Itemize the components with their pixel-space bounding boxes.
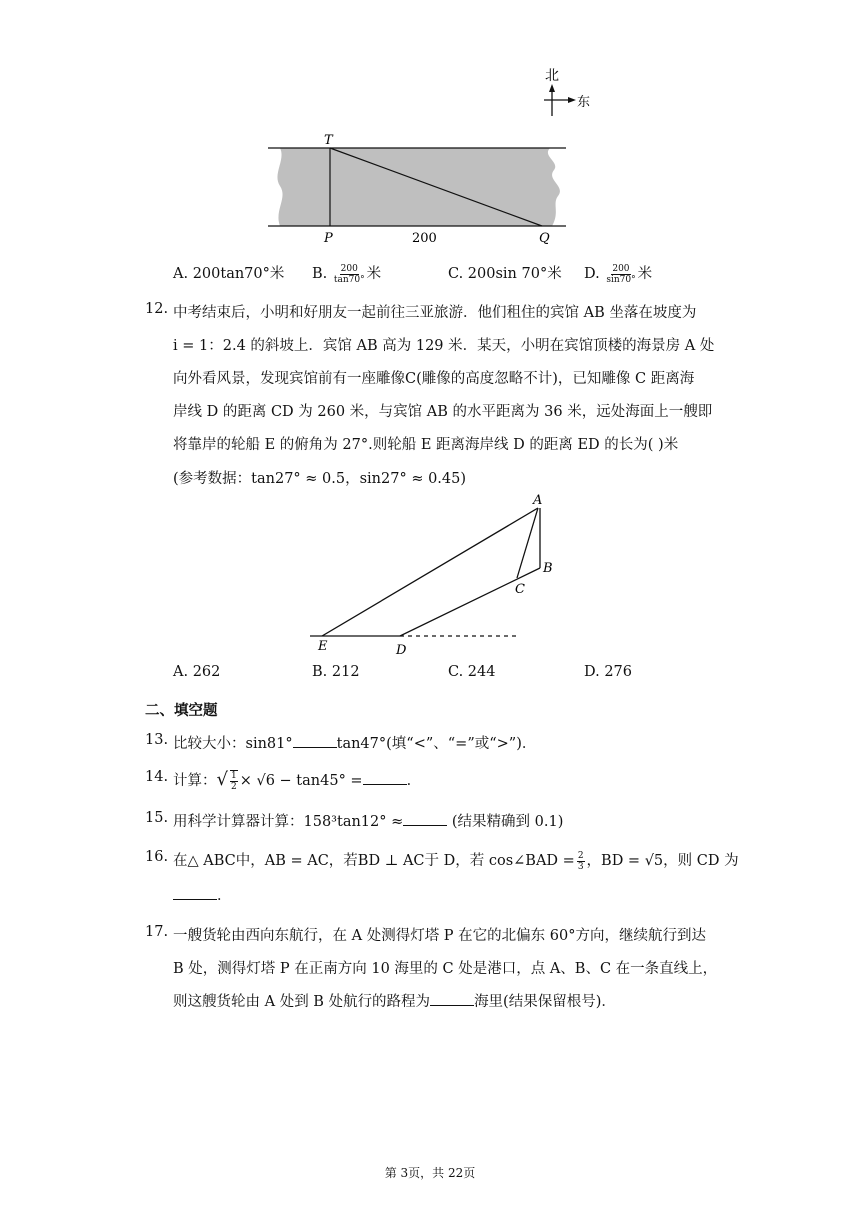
compass-icon	[544, 68, 590, 116]
north-label: 北	[545, 68, 559, 84]
q17-line-3: 则这艘货轮由 A 处到 B 处航行的路程为 海里(结果保留根号)．	[173, 990, 616, 1011]
point-D: D	[396, 643, 407, 658]
q12-line-5: 将靠岸的轮船 E 的俯角为 27°.则轮船 E 距离海岸线 D 的距离 ED 的长为( )米	[173, 437, 679, 453]
distance-label: 200	[412, 231, 437, 246]
q12-line-1: 中考结束后，小明和好朋友一起前往三亚旅游．他们租住的宾馆 AB 坐落在坡度为	[173, 305, 697, 321]
east-label: 东	[577, 95, 591, 110]
q15-blank[interactable]	[403, 811, 447, 826]
q15-number: 15.	[145, 810, 169, 826]
page-footer: 第 3页，共 22页	[384, 1166, 476, 1180]
q13-number: 13.	[145, 732, 169, 748]
q15-text: 用科学计算器计算：158³tan12° ≈ (结果精确到 0.1)	[173, 810, 563, 831]
q12-option-d: D. 276	[584, 664, 633, 680]
q12-option-a: A. 262	[173, 664, 221, 680]
q11-option-b: B. $\frac{200}{\tan 70^\circ}$ 米	[312, 263, 382, 285]
q17-line-1: 一艘货轮由西向东航行，在 A 处测得灯塔 P 在它的北偏东 60°方向，继续航行到达	[173, 928, 706, 944]
q17-blank[interactable]	[430, 991, 474, 1006]
q11-option-c: C. 200sin 70°米	[448, 266, 562, 282]
point-E: E	[318, 639, 328, 654]
q16-blank[interactable]	[173, 885, 217, 900]
q12-line-3: 向外看风景，发现宾馆前有一座雕像C(雕像的高度忽略不计)，已知雕像 C 距离海	[173, 371, 695, 387]
point-A: A	[533, 493, 543, 508]
q14-blank[interactable]	[363, 770, 407, 785]
river-band	[277, 148, 559, 226]
point-Q: Q	[539, 231, 550, 246]
q12-number: 12.	[145, 301, 169, 317]
point-C: C	[515, 582, 525, 597]
q12-line-6: (参考数据：tan27° ≈ 0.5，sin27° ≈ 0.45)	[173, 471, 467, 487]
q11-option-d: D. $\frac{200}{\sin 70^\circ}$ 米	[584, 263, 653, 285]
q13-text: 比较大小：sin81° tan47°(填“<”、“=”或“>”)．	[173, 732, 536, 753]
q12-option-c: C. 244	[448, 664, 496, 680]
q12-line-4: 岸线 D 的距离 CD 为 260 米，与宾馆 AB 的水平距离为 36 米，远处海面上一艘即	[173, 404, 713, 420]
q14-text: 计算：√ $\frac{1}{2}$ × √6 − tan45° = ．	[173, 769, 422, 792]
q16-line-2: ．	[173, 884, 232, 905]
q17-number: 17.	[145, 924, 169, 940]
point-B: B	[543, 561, 553, 576]
river-figure	[260, 60, 600, 250]
point-P: P	[324, 231, 333, 246]
q12-option-b: B. 212	[312, 664, 360, 680]
q17-line-2: B 处，测得灯塔 P 在正南方向 10 海里的 C 处是港口，点 A、B、C 在一条直线上，	[173, 961, 718, 977]
q16-number: 16.	[145, 849, 169, 865]
q14-number: 14.	[145, 769, 169, 785]
q11-option-a: A. 200tan70°米	[173, 266, 285, 282]
slope-figure	[300, 490, 570, 660]
section-title: 二、填空题	[145, 703, 218, 719]
q12-line-2: i = 1：2.4 的斜坡上．宾馆 AB 高为 129 米．某天，小明在宾馆顶楼的海景房 A 处	[173, 338, 715, 354]
q13-blank[interactable]	[293, 733, 337, 748]
q16-text: 在△ ABC中，AB = AC，若BD ⊥ AC于 D，若 cos∠BAD = $\frac{2}{3}$ ，BD = √5，则 CD 为	[173, 850, 739, 872]
point-T: T	[324, 133, 333, 148]
